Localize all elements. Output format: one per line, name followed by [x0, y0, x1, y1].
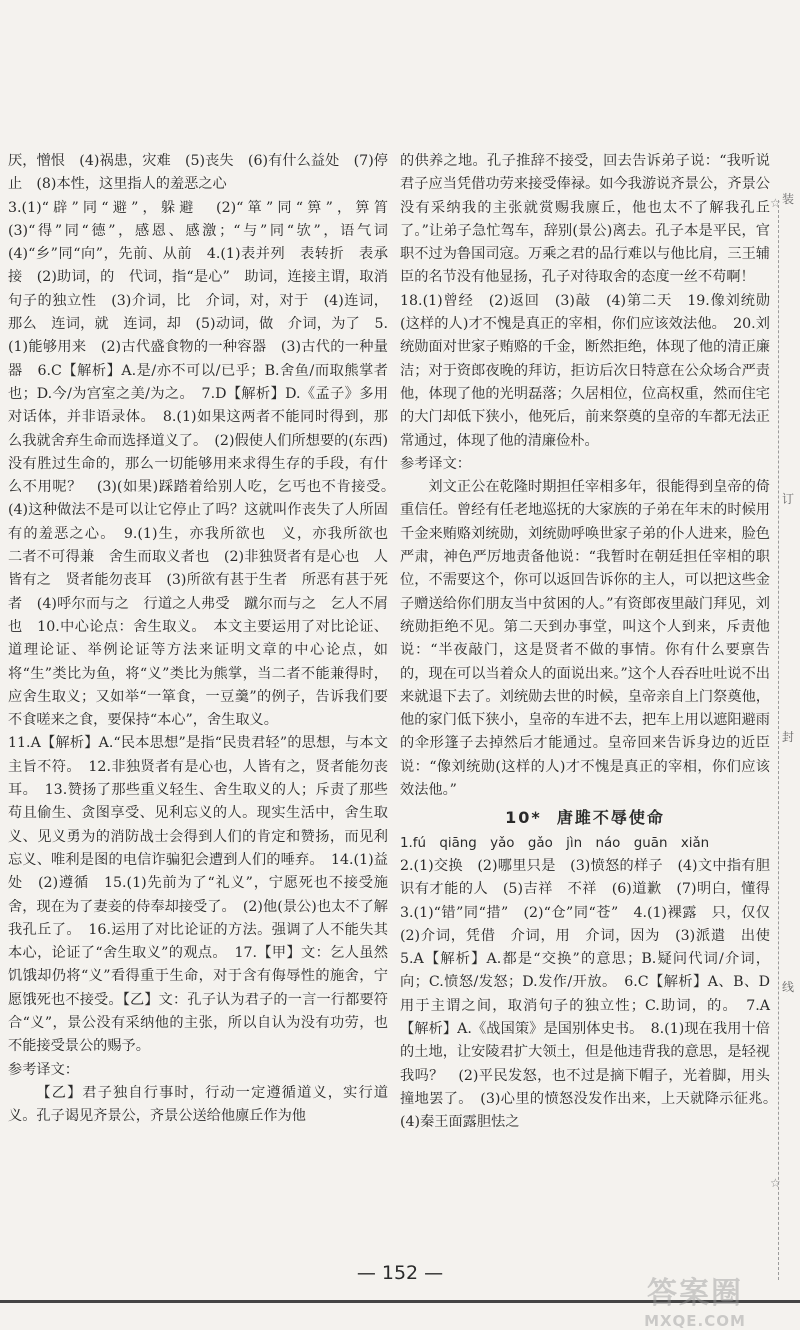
margin-label: 订	[782, 492, 795, 506]
section-title	[400, 806, 770, 829]
answer-block: 11.A【解析】A.“民本思想”是指“民贵君轻”的思想，与本文主旨不符。 12.非独贤者有是心也，人皆有之，贤者能勿丧耳。 13.赞扬了那些重义轻生、舍生取义的人；斥责了那些苟且偷生、贪图享受、见利忘义的人。现实生活中，舍生取义、见义勇为的消防战士会得到人们的肯定和赞扬，而见利忘义、唯利是图的电信诈骗犯会遭到人们的唾弃。 14.(1)益处 (2)遵循 15.(1)先前为了“礼义”，宁愿死也不接受施舍，现在为了妻妾的侍奉却接受了。 (2)他(景公)也太不了解我孔丘了。 16.运用了对比论证的方法。强调了人不能失其本心，论证了“舍生取义”的观点。 17.【甲】文：乞人虽然饥饿却仍将“义”看得重于生命，对于含有侮辱性的施舍，宁愿饿死也不接受。【乙】文：孔子认为君子的一言一行都要符合“义”，景公没有采纳他的主张，所以自认为没有功劳，也不能接受景公的赐予。	[8, 735, 388, 1055]
section-heading: 唐雎不辱使命	[556, 808, 665, 828]
answer-block: 18.(1)曾经 (2)返回 (3)敲 (4)第二天 19.像刘统勋(这样的人)才不愧是真正的宰相，你们应该效法他。 20.刘统勋面对世家子贿赂的千金，断然拒绝，体现了他的清正廉洁；对于资郎夜晚的拜访，拒访后次日特意在公众场合严责他，体现了他的光明磊落；久居相位，位高权重，然而住宅的大门却低下狭小，他死后，前来祭奠的皇帝的车都无法正常通过，体现了他的清廉俭朴。	[400, 292, 770, 449]
section-number: 10*	[505, 808, 542, 828]
translation-paragraph: 刘文正公在乾隆时期担任宰相多年，很能得到皇帝的倚重信任。曾经有任老地巡抚的大家族的子弟在年末的时候用千金来贿赂刘统勋，刘统勋呼唤世家子弟的仆人进来，脸色严肃，神色严厉地责备他说：“我暂时在朝廷担任宰相的职位，不需要这个，你可以返回告诉你的主人，可以把这些金子赠送给你们朋友当中贫困的人。”有资郎夜里敲门拜见，刘统勋拒绝不见。第二天到办事堂，叫这个人到来，斥责他说：“半夜敲门，这是贤者不做的事情。你有什么要禀告的，现在可以当着众人的面说出来。”这个人吞吞吐吐说不出来就退下去了。刘统勋去世的时候，皇帝亲自上门祭奠他，他的家门低下狭小，皇帝的车进不去，把车上用以遮阳避雨的伞形篷子去掉然后才能通过。皇帝回来告诉身边的近臣说：“像刘统勋(这样的人)才不愧是真正的宰相，你们应该效法他。”	[400, 479, 770, 799]
star-icon: ☆	[770, 1176, 781, 1190]
watermark-text: 答案圈	[647, 1276, 743, 1311]
left-column	[8, 150, 403, 1128]
watermark-logo	[600, 1268, 790, 1328]
translation-heading: 参考译文：	[400, 455, 471, 472]
star-icon: ☆	[770, 196, 781, 210]
answer-block: 2.(1)交换 (2)哪里只是 (3)愤怒的样子 (4)文中指有胆识有才能的人 (5)吉祥 不祥 (6)道歉 (7)明白，懂得 3.(1)“错”同“措” (2)“仓”同“苍” 4.(1)裸露 只，仅仅 (2)介词，凭借 介词，用 介词，因为 (3)派遣 出使 5.A【解析】A.都是“交换”的意思；B.疑问代词/介词，向；C.愤怒/发怒；D.发作/开放。 6.C【解析】A、B、D用于主谓之间，取消句子的独立性；C.助词，的。 7.A【解析】A.《战国策》是国别体史书。 8.(1)现在我用十倍的土地，让安陵君扩大领土，但是他违背我的意思，是轻视我吗？ (2)平民发怒，也不过是摘下帽子，光着脚，用头撞地罢了。 (3)心里的愤怒没发作出来，上天就降示征兆。 (4)秦王面露胆怯之	[400, 857, 785, 1131]
right-column	[400, 150, 785, 1134]
watermark-url: MXQE.COM	[644, 1312, 746, 1330]
translation-heading: 参考译文：	[8, 1061, 79, 1078]
margin-label: 线	[782, 980, 795, 994]
pinyin-answers: 1.fú qiāng yǎo gǎo jìn náo guān xiǎn	[400, 835, 710, 851]
page-number: — 152 —	[356, 1262, 444, 1284]
answer-block: 厌，憎恨 (4)祸患，灾难 (5)丧失 (6)有什么益处 (7)停止 (8)本性，这里指人的羞恶之心	[8, 153, 388, 193]
margin-label: 封	[782, 730, 795, 744]
binding-margin-line	[778, 200, 779, 1280]
margin-label: 装	[782, 192, 795, 206]
translation-paragraph: 的供养之地。孔子推辞不接受，回去告诉弟子说：“我听说君子应当凭借功劳来接受俸禄。如今我游说齐景公，齐景公没有采纳我的主张就赏赐我廪丘，他也太不了解我孔丘了。”让弟子急忙驾车，辞别(景公)离去。孔子本是平民，官职不过为鲁国司寇。万乘之君的品行难以与他比肩，三王辅臣的名节没有他显扬，孔子对待取舍的态度一丝不苟啊！	[400, 153, 770, 286]
translation-paragraph: 【乙】君子独自行事时，行动一定遵循道义，实行道义。孔子谒见齐景公，齐景公送给他廪丘作为他	[8, 1084, 388, 1125]
answer-block: 3.(1)“辟”同“避”，躲避 (2)“箪”同“箅”，箅筲 (3)“得”同“德”，感恩、感激；“与”同“欤”，语气词 (4)“乡”同“向”，先前、从前 4.(1)表并列 表转折 表承接 (2)助词，的 代词，指“是心” 助词，连接主谓，取消句子的独立性 (3)介词，比 介词，对，对于 (4)连词，那么 连词，就 连词，却 (5)动词，做 介词，为了 5.(1)能够用来 (2)古代盛食物的一种容器 (3)古代的一种量器 6.C【解析】A.是/亦不可以/已乎；B.舍鱼/而取熊掌者也；D.今/为宫室之美/为之。 7.D【解析】D.《孟子》多用对话体，并非语录体。 8.(1)如果这两者不能同时得到，那么我就舍弃生命而选择道义了。 (2)假使人们所想要的(东西)没有胜过生命的，那么一切能够用来求得生存的手段，有什么不用呢？ (3)(如果)踩踏着给别人吃，乞丐也不肯接受。 (4)这种做法不是可以让它停止了吗？这就叫作丧失了人所固有的羞恶之心。 9.(1)生，亦我所欲也 义，亦我所欲也 二者不可得兼 舍生而取义者也 (2)非独贤者有是心也 人皆有之 贤者能勿丧耳 (3)所欲有甚于生者 所恶有甚于死者 (4)呼尔而与之 行道之人弗受 蹴尔而与之 乞人不屑也 10.中心论点：舍生取义。 本文主要运用了对比论证、道理论证、举例论证等方法来证明文章的中心论点，如将“生”类比为鱼，将“义”类比为熊掌，当二者不能兼得时，应舍生取义；又如举“一箪食，一豆羹”的例子，告诉我们要不食嗟来之食，要保持“本心”，舍生取义。	[8, 199, 403, 729]
